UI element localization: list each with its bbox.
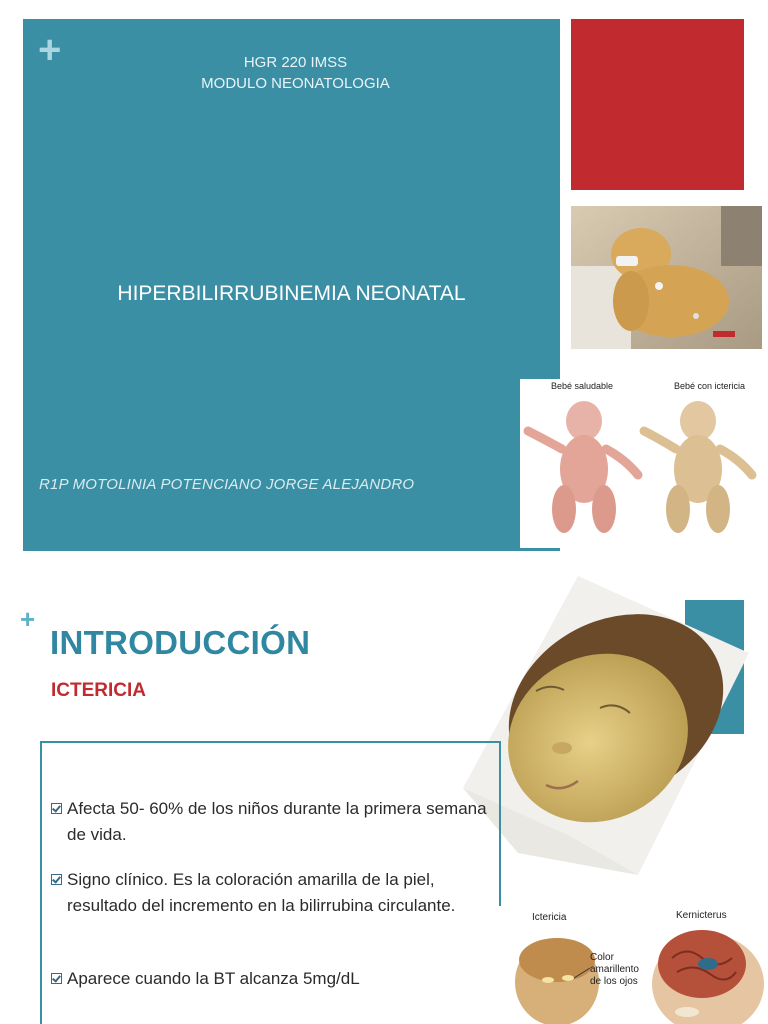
content-box-border-left bbox=[40, 741, 42, 1024]
checkbox-bullet-icon bbox=[51, 803, 62, 814]
content-box-border-top bbox=[40, 741, 501, 743]
bullet-text: Afecta 50- 60% de los niños durante la primera semana de vida. bbox=[67, 799, 487, 844]
author-name: R1P MOTOLINIA POTENCIANO JORGE ALEJANDRO bbox=[39, 476, 415, 493]
label-kernicterus: Kernicterus bbox=[676, 910, 727, 921]
bullet-text: Aparece cuando la BT alcanza 5mg/dL bbox=[67, 969, 360, 988]
institution-line-2: MODULO NEONATOLOGIA bbox=[201, 75, 390, 92]
presentation-title: HIPERBILIRRUBINEMIA NEONATAL bbox=[117, 282, 466, 305]
institution-line-1: HGR 220 IMSS bbox=[243, 54, 348, 71]
plus-icon: + bbox=[38, 28, 62, 72]
institution-heading bbox=[23, 52, 568, 94]
label-ictericia: Ictericia bbox=[532, 912, 567, 923]
jaundiced-baby-photo bbox=[571, 206, 762, 349]
checkbox-bullet-icon bbox=[51, 874, 62, 885]
section-subtitle: ICTERICIA bbox=[51, 680, 146, 701]
section-title: INTRODUCCIÓN bbox=[50, 624, 311, 661]
label-jaundiced-baby: Bebé con ictericia bbox=[674, 381, 746, 391]
sleeping-baby-photo bbox=[458, 573, 754, 875]
healthy-vs-jaundiced-illustration bbox=[520, 379, 768, 548]
jaundiced-baby-figure bbox=[644, 401, 752, 533]
callout-line-3: de los ojos bbox=[590, 976, 638, 987]
checkbox-bullet-icon bbox=[51, 973, 62, 984]
red-accent-block bbox=[571, 19, 744, 190]
content-box-border-right bbox=[499, 741, 501, 906]
callout-line-1: Color bbox=[590, 952, 614, 963]
callout-line-2: amarillento bbox=[590, 964, 639, 975]
healthy-baby-figure bbox=[528, 401, 638, 533]
bullet-item bbox=[51, 867, 499, 918]
bullet-text: Signo clínico. Es la coloración amarilla de la piel, resultado del incremento en la bilirrubina circulante. bbox=[67, 870, 456, 915]
plus-icon: + bbox=[20, 604, 36, 634]
label-healthy-baby: Bebé saludable bbox=[551, 381, 614, 391]
bullet-item bbox=[51, 966, 499, 992]
bullet-item bbox=[51, 796, 499, 847]
jaundice-kernicterus-illustration bbox=[512, 900, 768, 1024]
